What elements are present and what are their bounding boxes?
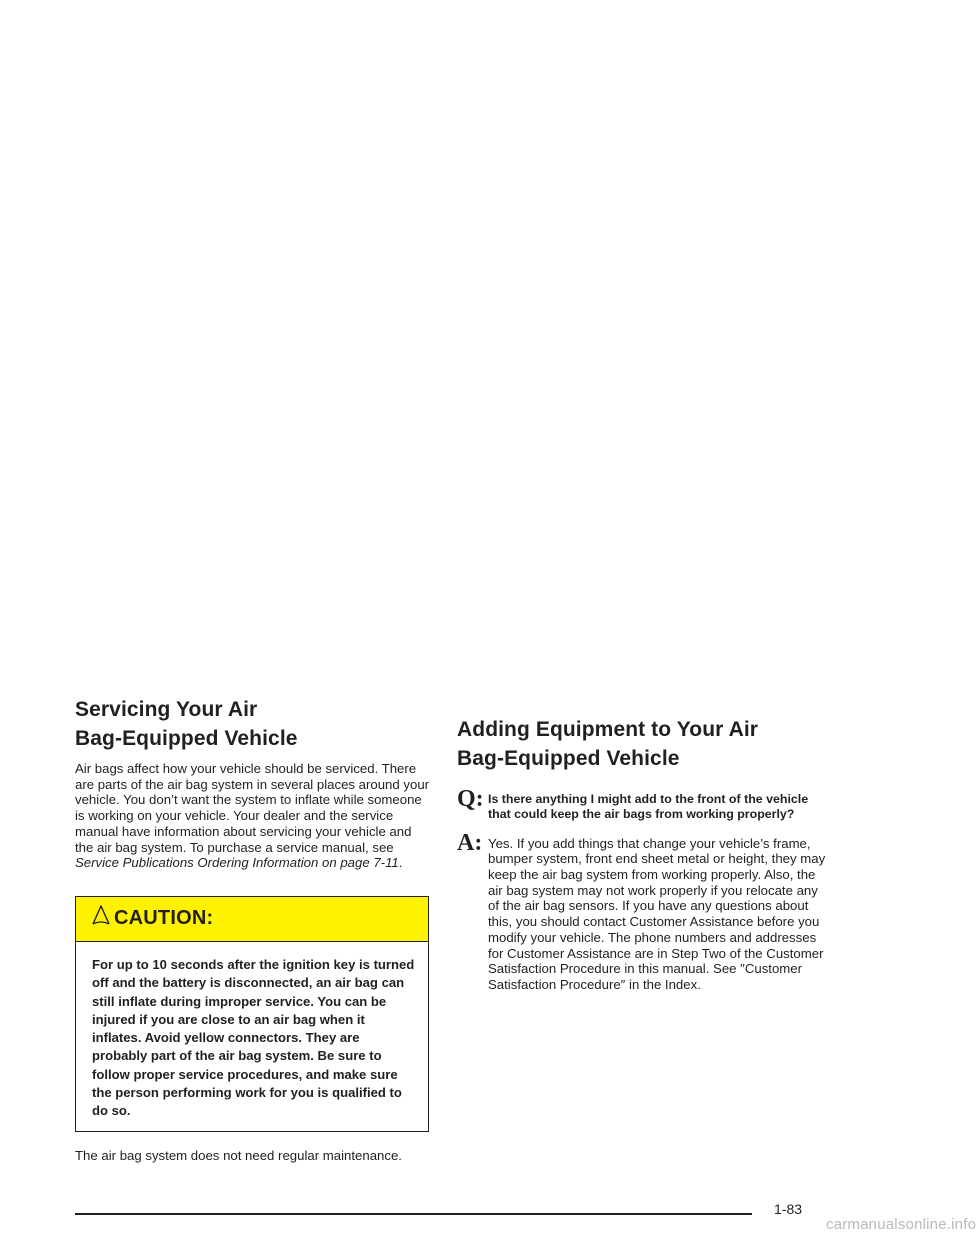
footer-rule <box>75 1213 752 1215</box>
question-text: Is there anything I might add to the front of the vehicle that could keep the air bags from working properly? <box>488 792 809 822</box>
caution-title: CAUTION: <box>114 907 214 930</box>
heading-line: Adding Equipment to Your Air <box>457 718 759 741</box>
page-number: 1-83 <box>774 1201 803 1217</box>
servicing-paragraph <box>75 761 433 871</box>
section-heading-adding-equipment <box>457 715 827 773</box>
caution-text: For up to 10 seconds after the ignition key is turned off and the battery is disconnected, an air bag can still inflate during improper service. You can be injured if you are close to an air bag when it inflates. Avoid yellow connectors. They are probably part of the air bag system. Be sure to follow proper service procedures, and make sure the person performing work for you is qualified to do so. <box>92 956 415 1119</box>
watermark: carmanualsonline.info <box>826 1216 976 1233</box>
warning-triangle-icon <box>92 904 110 926</box>
question-block <box>457 786 827 823</box>
right-column <box>457 715 827 993</box>
answer-letter: A: <box>457 829 483 856</box>
service-publications-reference[interactable]: Service Publications Ordering Information on page 7-11 <box>75 855 399 871</box>
heading-line: Bag-Equipped Vehicle <box>75 727 298 750</box>
answer-text: Yes. If you add things that change your vehicle’s frame, bumper system, front end sheet metal or height, they may keep the air bag system from working properly. Also, the air bag system may not work properly if you relocate any of the air bag sensors. If you have any questions about this, you should contact Customer Assistance before you modify your vehicle. The phone numbers and addresses for Customer Assistance are in Step Two of the Customer Satisfaction Procedure in this manual. See ″Customer Satisfaction Procedure″ in the Index. <box>488 835 826 992</box>
question-letter: Q: <box>457 786 484 812</box>
heading-line: Servicing Your Air <box>75 698 258 721</box>
servicing-text-end: . <box>398 855 403 871</box>
section-heading-servicing <box>75 695 433 753</box>
left-column <box>75 695 433 1176</box>
servicing-text: Air bags affect how your vehicle should be serviced. There are parts of the air bag system in several places around your vehicle. You don’t want the system to inflate while someone is working on your vehicle. Your dealer and the service manual have information about servicing your vehicle and the air bag system. To purchase a service manual, see <box>75 761 430 855</box>
caution-box <box>75 896 429 1132</box>
heading-line: Bag-Equipped Vehicle <box>457 747 680 770</box>
maintenance-note: The air bag system does not need regular maintenance. <box>75 1147 402 1163</box>
answer-block <box>457 829 827 993</box>
caution-header <box>76 897 428 942</box>
